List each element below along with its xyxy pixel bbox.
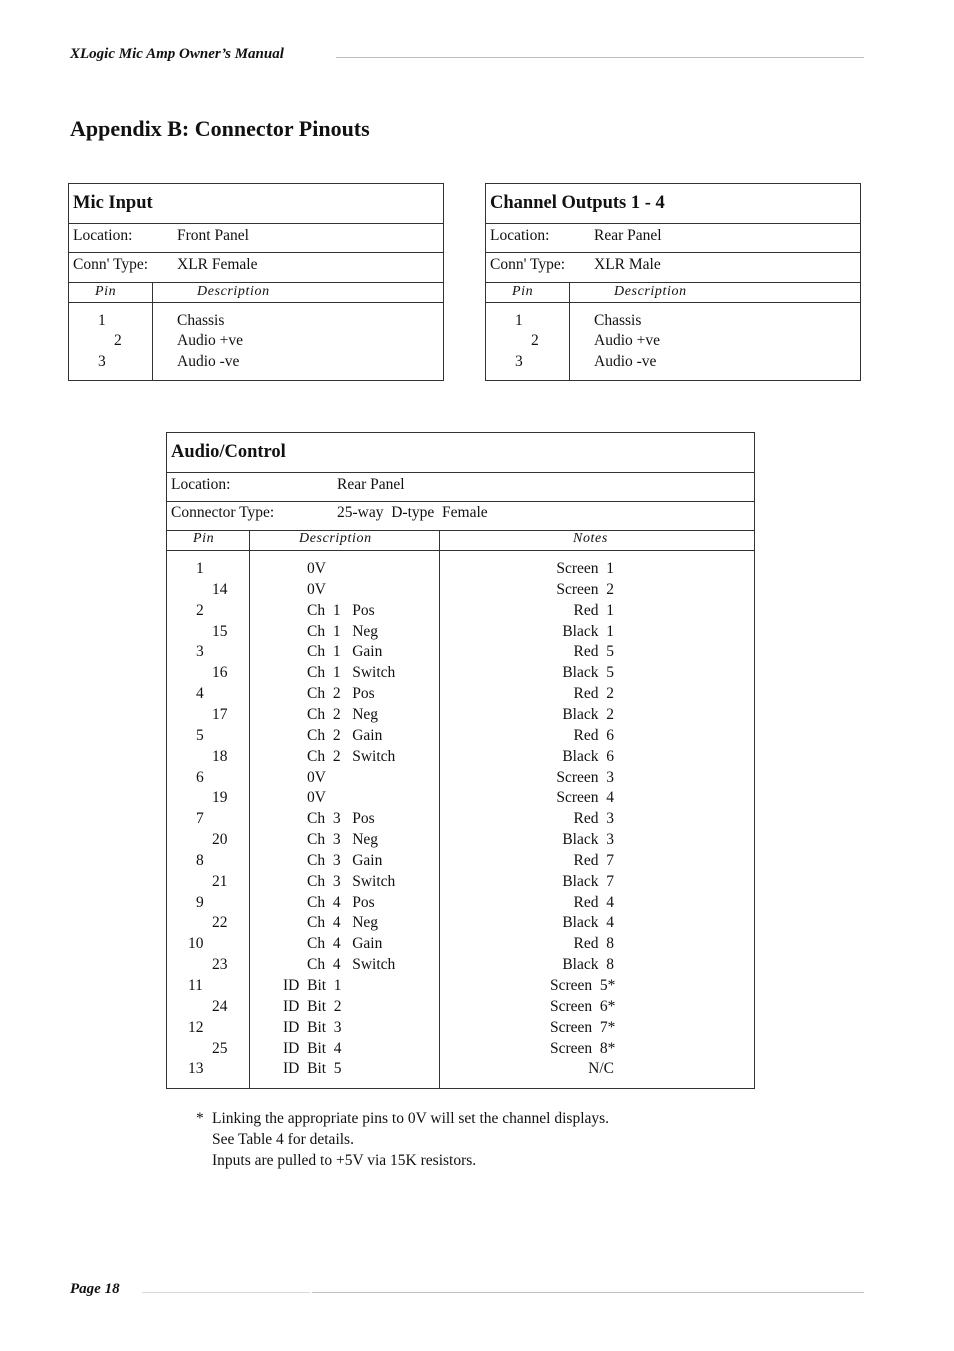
page-title: Appendix B: Connector Pinouts bbox=[70, 116, 370, 141]
pin-number: 16 bbox=[212, 664, 228, 682]
location-value: Front Panel bbox=[177, 227, 249, 244]
location-value: Rear Panel bbox=[594, 227, 662, 244]
column-divider bbox=[569, 282, 570, 380]
pin-number: 9 bbox=[196, 893, 204, 911]
location-label: Location: bbox=[171, 476, 231, 493]
pin-number: 7 bbox=[196, 810, 204, 828]
pin-description: Ch 4 Neg bbox=[307, 914, 379, 932]
pin-description: Ch 4 Pos bbox=[307, 893, 375, 911]
pin-description: Ch 3 Neg bbox=[307, 831, 379, 849]
pin-number: 21 bbox=[212, 872, 228, 890]
divider bbox=[69, 302, 443, 303]
pin-number: 1 bbox=[515, 312, 523, 329]
pin-number: 14 bbox=[212, 580, 228, 598]
divider bbox=[486, 252, 860, 253]
pin-description: ID Bit 3 bbox=[283, 1018, 342, 1036]
pin-notes: Black 2 bbox=[562, 705, 614, 723]
pin-number: 1 bbox=[196, 560, 204, 577]
col-header-pin: Pin bbox=[512, 284, 534, 299]
footnote-marker: * bbox=[196, 1110, 204, 1127]
footnote-line: Inputs are pulled to +5V via 15K resistors. bbox=[212, 1152, 477, 1169]
col-header-description: Description bbox=[197, 284, 270, 299]
conn-type-label: Conn' Type: bbox=[73, 256, 149, 273]
divider bbox=[486, 223, 860, 224]
pin-notes: Screen 6* bbox=[550, 997, 616, 1015]
pin-description: ID Bit 2 bbox=[283, 997, 342, 1015]
header-rule bbox=[336, 57, 864, 58]
conn-type-value: 25-way D-type Female bbox=[337, 504, 488, 521]
location-label: Location: bbox=[490, 227, 550, 244]
column-divider bbox=[152, 282, 153, 380]
pin-number: 3 bbox=[196, 643, 204, 661]
footer-rule bbox=[312, 1292, 864, 1293]
pin-description: Ch 2 Switch bbox=[307, 747, 396, 765]
footer-rule bbox=[142, 1292, 310, 1293]
pin-description: ID Bit 1 bbox=[283, 977, 342, 994]
pin-notes: Screen 8* bbox=[550, 1039, 616, 1057]
col-header-pin: Pin bbox=[95, 284, 117, 299]
pin-notes: Screen 1 bbox=[556, 560, 614, 577]
pin-notes: Red 8 bbox=[573, 935, 614, 953]
divider bbox=[486, 282, 860, 283]
divider bbox=[69, 223, 443, 224]
pin-number: 22 bbox=[212, 914, 228, 932]
pin-description: Audio -ve bbox=[594, 353, 657, 370]
column-divider bbox=[439, 530, 440, 1088]
divider bbox=[167, 530, 754, 531]
pin-description: Ch 3 Switch bbox=[307, 872, 396, 890]
pin-number: 13 bbox=[188, 1060, 204, 1078]
pin-number: 19 bbox=[212, 789, 228, 807]
pin-description: ID Bit 4 bbox=[283, 1039, 342, 1057]
pin-notes: Red 2 bbox=[573, 685, 614, 703]
pin-notes: Screen 4 bbox=[556, 789, 614, 807]
pin-number: 2 bbox=[114, 332, 122, 349]
divider bbox=[167, 472, 754, 473]
mic-input-table bbox=[68, 183, 444, 381]
divider bbox=[486, 302, 860, 303]
pin-description: Chassis bbox=[594, 312, 642, 329]
divider bbox=[167, 550, 754, 551]
col-header-description: Description bbox=[614, 284, 687, 299]
pin-description: Ch 1 Switch bbox=[307, 664, 396, 682]
pin-description: Ch 2 Neg bbox=[307, 705, 379, 723]
conn-type-value: XLR Female bbox=[177, 256, 258, 273]
pin-number: 12 bbox=[188, 1018, 204, 1036]
pin-number: 10 bbox=[188, 935, 204, 953]
pin-notes: Red 3 bbox=[573, 810, 614, 828]
pin-notes: Black 5 bbox=[562, 664, 614, 682]
pin-description: Ch 1 Neg bbox=[307, 622, 379, 640]
pin-number: 2 bbox=[196, 601, 204, 619]
footnote-line: See Table 4 for details. bbox=[212, 1131, 354, 1148]
location-value: Rear Panel bbox=[337, 476, 405, 493]
pin-notes: Red 5 bbox=[573, 643, 614, 661]
pin-description: Audio -ve bbox=[177, 353, 240, 370]
pin-description: Audio +ve bbox=[594, 332, 660, 349]
pin-description: 0V bbox=[307, 789, 326, 807]
channel-outputs-table bbox=[485, 183, 861, 381]
running-header: XLogic Mic Amp Owner’s Manual bbox=[70, 46, 284, 62]
pin-description: 0V bbox=[307, 560, 326, 577]
pin-number: 4 bbox=[196, 685, 204, 703]
pin-number: 6 bbox=[196, 768, 204, 786]
pin-description: Ch 1 Gain bbox=[307, 643, 383, 661]
pin-description: Ch 2 Gain bbox=[307, 726, 383, 744]
pin-number: 2 bbox=[531, 332, 539, 349]
pin-number: 11 bbox=[188, 977, 203, 994]
pin-notes: Black 1 bbox=[562, 622, 614, 640]
pin-description: Ch 3 Pos bbox=[307, 810, 375, 828]
pin-number: 3 bbox=[98, 353, 106, 370]
footnote-line: Linking the appropriate pins to 0V will set the channel displays. bbox=[212, 1110, 610, 1127]
pin-notes: Black 8 bbox=[562, 956, 614, 974]
pin-notes: Red 6 bbox=[573, 726, 614, 744]
channel-outputs-title: Channel Outputs 1 - 4 bbox=[490, 193, 665, 213]
pin-description: Ch 4 Gain bbox=[307, 935, 383, 953]
pin-number: 15 bbox=[212, 622, 228, 640]
conn-type-value: XLR Male bbox=[594, 256, 661, 273]
pin-notes: N/C bbox=[588, 1060, 614, 1078]
divider bbox=[69, 282, 443, 283]
pin-description: Ch 4 Switch bbox=[307, 956, 396, 974]
conn-type-label: Conn' Type: bbox=[490, 256, 566, 273]
pin-notes: Red 7 bbox=[573, 851, 614, 869]
pin-number: 18 bbox=[212, 747, 228, 765]
col-header-notes: Notes bbox=[573, 531, 608, 546]
pin-number: 3 bbox=[515, 353, 523, 370]
audio-control-title: Audio/Control bbox=[171, 442, 286, 462]
location-label: Location: bbox=[73, 227, 133, 244]
audio-control-table bbox=[166, 432, 755, 1089]
column-divider bbox=[249, 530, 250, 1088]
pin-number: 24 bbox=[212, 997, 228, 1015]
pin-notes: Black 4 bbox=[562, 914, 614, 932]
pin-description: Chassis bbox=[177, 312, 225, 329]
mic-input-title: Mic Input bbox=[73, 193, 153, 213]
pin-notes: Black 6 bbox=[562, 747, 614, 765]
page-number: Page 18 bbox=[70, 1281, 120, 1297]
pin-description: 0V bbox=[307, 768, 326, 786]
pin-description: ID Bit 5 bbox=[283, 1060, 342, 1078]
pin-description: Audio +ve bbox=[177, 332, 243, 349]
pin-notes: Black 3 bbox=[562, 831, 614, 849]
pin-notes: Red 1 bbox=[573, 601, 614, 619]
pin-number: 1 bbox=[98, 312, 106, 329]
pin-notes: Screen 2 bbox=[556, 580, 614, 598]
pin-number: 5 bbox=[196, 726, 204, 744]
pin-number: 23 bbox=[212, 956, 228, 974]
pin-number: 20 bbox=[212, 831, 228, 849]
pin-description: 0V bbox=[307, 580, 326, 598]
pin-description: Ch 3 Gain bbox=[307, 851, 383, 869]
pin-number: 8 bbox=[196, 851, 204, 869]
pin-number: 25 bbox=[212, 1039, 228, 1057]
divider bbox=[167, 501, 754, 502]
col-header-description: Description bbox=[299, 531, 372, 546]
pin-notes: Screen 3 bbox=[556, 768, 614, 786]
pin-number: 17 bbox=[212, 705, 228, 723]
pin-notes: Red 4 bbox=[573, 893, 614, 911]
pin-notes: Screen 5* bbox=[550, 977, 616, 994]
pin-notes: Black 7 bbox=[562, 872, 614, 890]
pin-notes: Screen 7* bbox=[550, 1018, 616, 1036]
col-header-pin: Pin bbox=[193, 531, 215, 546]
divider bbox=[69, 252, 443, 253]
conn-type-label: Connector Type: bbox=[171, 504, 275, 521]
pin-description: Ch 2 Pos bbox=[307, 685, 375, 703]
pin-description: Ch 1 Pos bbox=[307, 601, 375, 619]
